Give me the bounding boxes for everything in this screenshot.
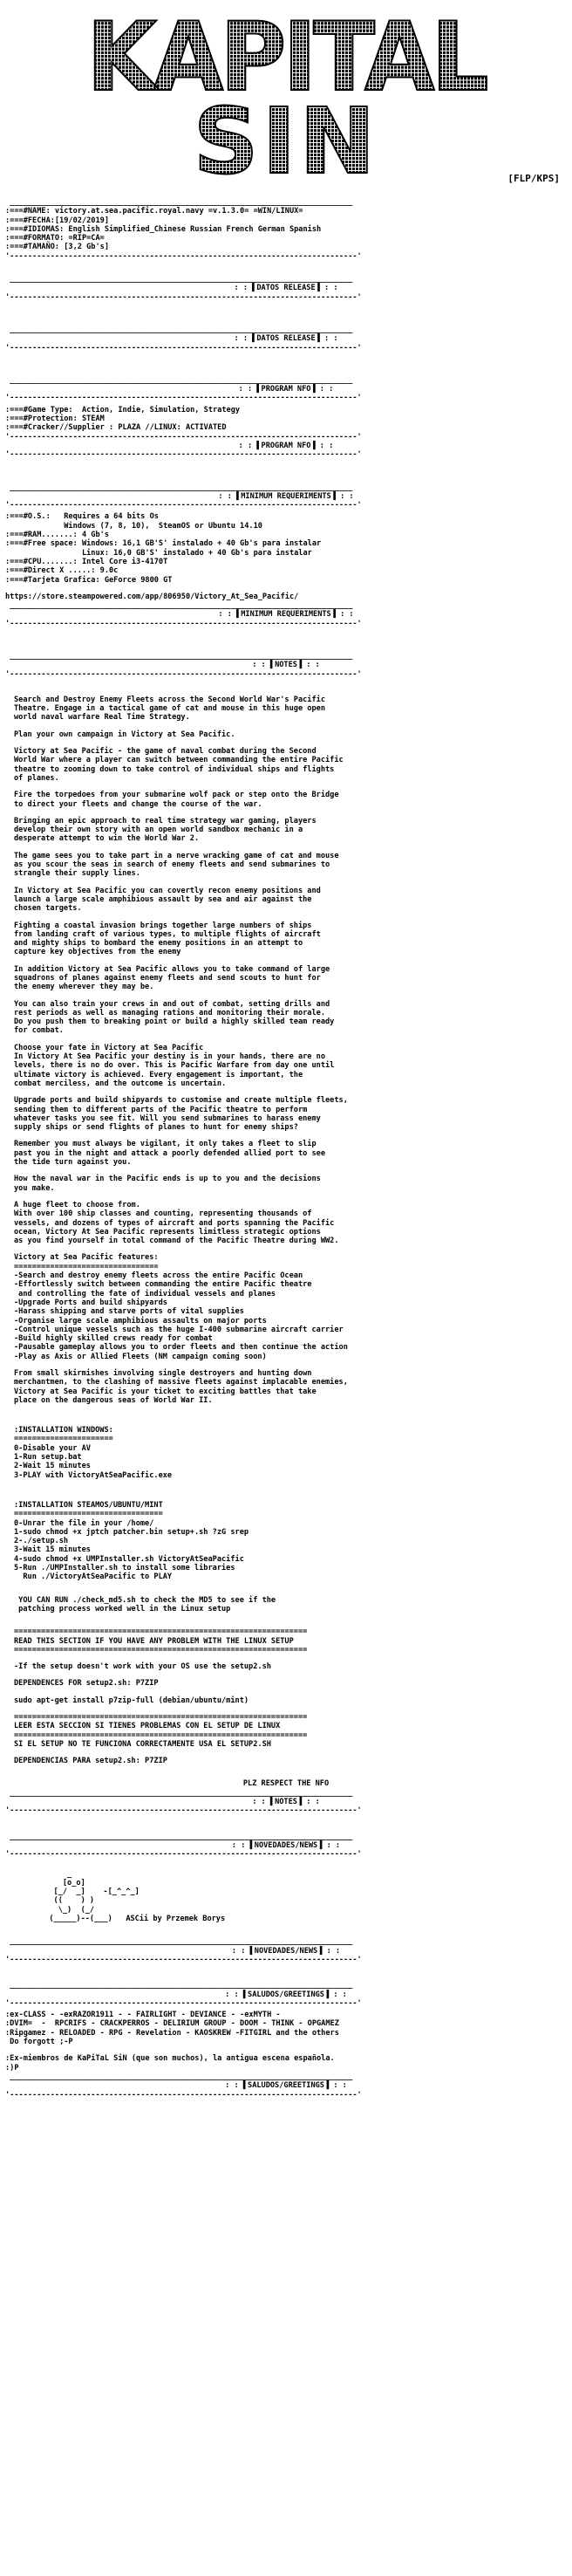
box-bottom: '-----------------------------------------------------------------------------' (5, 1850, 362, 1860)
greeting-spanish: :Ex-miembros de KaPiTaL SiN (que son muchos), la antigua escena española. (5, 2054, 335, 2064)
notes-paragraph: Fire the torpedoes from your submarine wolf pack or step onto the Bridge to direct your fleets and change the course of the war. (14, 791, 339, 809)
notes-paragraph: A huge fleet to choose from. With over 100 ship classes and counting, representing thousands of vessels, and dozens of types of aircraft and ports spanning the Pacific ocean, Victory At Sea Pacific represents limitless strategic options as you find yourself in total command of the Pacific Theatre during WW2. (14, 1200, 339, 1246)
group-tag: [FLP/KPS] (507, 173, 560, 184)
req-6: :===#Direct X .....: 9.0c (5, 566, 119, 576)
req-4: Linux: 16,0 GB'S' instalado + 40 Gb's para instalar (5, 548, 312, 558)
box-top: ____________________________________________________________________________ (5, 651, 353, 661)
store-url[interactable]: https://store.steampowered.com/app/806950/Victory_At_Sea_Pacific/ (5, 592, 299, 601)
box-bottom: '-----------------------------------------------------------------------------' (5, 292, 362, 302)
greeting-line: :DVIM= - RPCRIFS - CRACKPERROS - DELIRIUM GROUP - DOOM - THINK - OPGAMEZ (5, 2019, 339, 2029)
box-top: ____________________________________________________________________________ (5, 601, 353, 611)
logo (0, 0, 572, 188)
program-nfo-box (5, 376, 567, 403)
box-bottom: '-----------------------------------------------------------------------------' (5, 501, 362, 510)
box-top: ____________________________________________________________________________ (5, 375, 353, 385)
section-title-news: : : ▌NOVEDADES/NEWS▐ : : (231, 1840, 341, 1850)
section-title-program: : : ▌PROGRAM NFO▐ : : (238, 385, 334, 394)
datos-release-box-1 (5, 275, 567, 302)
install-windows-underline: ====================== (14, 1435, 113, 1444)
install-step: 3-Wait 15 minutes (14, 1545, 91, 1555)
spanish-help-line: DEPENDENCIAS PARA setup2.sh: P7ZIP (14, 1757, 167, 1766)
notes-paragraph: How the naval war in the Pacific ends is up to you and the decisions you make. (14, 1175, 321, 1193)
header-info-2: :===#IDIOMAS: English Simplified_Chinese Russian French German Spanish (5, 224, 322, 234)
linux-help-line: DEPENDENCES FOR setup2.sh: P7ZIP (14, 1679, 159, 1689)
notes-paragraph: Upgrade ports and build shipyards to customise and create multiple fleets, sending them to different parts of the Pacific theatre to perform whatever tasks you see fit. Will you send submarines to harass enemy supply ships or send flights of planes to hunt for enemy ships? (14, 1096, 348, 1133)
install-step: 0-Disable your AV (14, 1443, 91, 1453)
notes-paragraph: Victory at Sea Pacific - the game of naval combat during the Second World War where a player can switch between commanding the entire Pacific theatre to zooming down to take control of individual ships and flights of planes. (14, 747, 344, 783)
notes-box-2 (5, 1789, 567, 1816)
req-2: :===#RAM.......: 4 Gb's (5, 531, 109, 540)
install-step: 1-Run setup.bat (14, 1453, 82, 1463)
box-top: ____________________________________________________________________________ (5, 1981, 353, 1990)
notes-paragraph: In addition Victory at Sea Pacific allows you to take command of large squadrons of planes against enemy fleets and send scouts to hunt for the enemy wherever they may be. (14, 964, 330, 992)
req-3: :===#Free space: Windows: 16,1 GB'S' instalado + 40 Gb's para instalar (5, 539, 322, 549)
notes-paragraph: From small skirmishes involving single destroyers and hunting down merchantmen, to the clashing of massive fleets against implacable enemies, Victory at Sea Pacific is your ticket to exciting battles that take place on the dangerous seas of World War II. (14, 1368, 348, 1405)
greeting-line: Do forgott ;-P (5, 2038, 73, 2047)
program-nfo-box-2 (5, 442, 567, 460)
logo-line-1: KAPITAL (86, 2, 486, 113)
header-info-1: :===#FECHA:[19/02/2019] (5, 216, 109, 225)
notes-paragraph: Bringing an epic approach to real time strategy war gaming, players develop their own story with an open world sandbox mechanic in a desperate attempt to win the World War 2. (14, 816, 317, 844)
section-title-minreq: : : ▌MINIMUM REQUERIMENTS▐ : : (218, 491, 354, 501)
rule: ================================================================= (14, 1713, 308, 1722)
install-linux-underline: ================================= (14, 1510, 163, 1519)
header-info-0: :===#NAME: victory.at.sea.pacific.royal.navy =v.1.3.0= =WIN/LINUX= (5, 207, 303, 216)
section-title-greets-2: : : ▌SALUDOS/GREETINGS▐ : : (225, 2081, 347, 2091)
respect-nfo: PLZ RESPECT THE NFO (242, 1779, 330, 1789)
section-title-datos-1: : : ▌DATOS RELEASE▐ : : (234, 284, 338, 293)
install-linux (5, 1501, 567, 1613)
greetings-box (5, 1981, 567, 2008)
install-step: 0-Unrar the file in your /home/ (14, 1518, 154, 1528)
install-windows-title: :INSTALLATION WINDOWS: (14, 1426, 113, 1435)
req-5: :===#CPU.......: Intel Core i3-4170T (5, 557, 168, 566)
install-step: 2-Wait 15 minutes (14, 1462, 91, 1471)
install-step: Run ./VictoryAtSeaPacific to PLAY (14, 1572, 173, 1582)
notes-box (5, 652, 567, 679)
box-bottom: '-----------------------------------------------------------------------------' (5, 1806, 362, 1816)
linux-help-title: READ THIS SECTION IF YOU HAVE ANY PROBLEM WITH THE LINUX SETUP (14, 1636, 294, 1646)
req-0: :===#O.S.: Requires a 64 bits Os (5, 512, 159, 522)
news-box-2 (5, 1937, 567, 1964)
box-bottom: '-----------------------------------------------------------------------------' (5, 1998, 362, 2008)
notes-text (5, 695, 567, 1405)
box-top: ____________________________________________________________________________ (5, 1937, 353, 1947)
install-step: 3-PLAY with VictoryAtSeaPacific.exe (14, 1470, 173, 1480)
spanish-help-line: SI EL SETUP NO TE FUNCIONA CORRECTAMENTE USA EL SETUP2.SH (14, 1739, 271, 1749)
min-req-box (5, 483, 567, 510)
box-bottom: '-----------------------------------------------------------------------------' (5, 1955, 362, 1964)
box-bottom: '-----------------------------------------------------------------------------' (5, 619, 362, 628)
box-top: ____________________________________________________________________________ (5, 1832, 353, 1841)
datos-release-box-2 (5, 325, 567, 353)
install-step: 2-./setup.sh (14, 1537, 69, 1546)
smiley: :)P (5, 2063, 19, 2072)
rule: ================================================================= (14, 1627, 308, 1637)
notes-features: Victory at Sea Pacific features: ================================ -Search and destroy enemy fleets across the entire Pacific Ocean -Effortlessly switch between commanding the entire Pacific theatre and controlling the fate of individual vessels and planes -Upgrade Ports and build shipyards -Harass shipping and starve ports of vital supplies -Organise large scale amphibious assaults on major ports -Control unique vessels such as the huge I-400 submarine aircraft carrier -Build highly skilled crews ready for combat -Pausable gameplay allows you to order fleets and then continue the action -Play as Axis or Allied Fleets (NM campaign coming soon) (14, 1253, 348, 1361)
linux-help (5, 1627, 567, 1765)
box-top: ____________________________________________________________________________ (5, 325, 353, 334)
box-bottom: '-----------------------------------------------------------------------------' (5, 343, 362, 353)
header-info-3: :===#FORMATO: =RIP=CA= (5, 234, 105, 243)
rule: ================================================================= (14, 1645, 308, 1655)
ascii-credit: ASCii by Przemek Borys (126, 1915, 226, 1924)
notes-paragraph: Fighting a coastal invasion brings together large numbers of ships from landing craft of various types, to multiple flights of aircraft and mighty ships to bombard the enemy positions in an attempt to capture key objectives from the enemy (14, 921, 321, 957)
logo-graphic (0, 0, 572, 188)
install-step: 5-Run ./UMPInstaller.sh to install some libraries (14, 1564, 235, 1573)
notes-paragraph: Remember you must always be vigilant, it only takes a fleet to slip past you in the night and attack a poorly defended allied port to see the tide turn against you. (14, 1140, 325, 1168)
spanish-help-title: LEER ESTA SECCION SI TIENES PROBLEMAS CON EL SETUP DE LINUX (14, 1722, 281, 1731)
req-7: :===#Tarjeta Grafica: GeForce 9800 GT (5, 575, 173, 585)
ascii-art (5, 1870, 567, 1924)
linux-help-line: -If the setup doesn't work with your OS use the setup2.sh (14, 1662, 271, 1672)
box-bottom: '-----------------------------------------------------------------------------' (5, 2090, 362, 2100)
install-linux-title: :INSTALLATION STEAMOS/UBUNTU/MINT (14, 1500, 163, 1510)
box-bottom: '-----------------------------------------------------------------------------' (5, 394, 362, 403)
install-windows (5, 1426, 567, 1480)
program-info-0: :===#Game Type: Action, Indie, Simulation, Strategy (5, 405, 241, 414)
box-bottom: '-----------------------------------------------------------------------------' (5, 669, 362, 679)
section-title-news-2: : : ▌NOVEDADES/NEWS▐ : : (231, 1946, 341, 1956)
greetings-box-2 (5, 2072, 567, 2100)
section-title-minreq-2: : : ▌MINIMUM REQUERIMENTS▐ : : (218, 610, 354, 620)
notes-paragraph: You can also train your crews in and out of combat, setting drills and rest periods as well as managing rations and monitoring their morale. Do you push them to breaking point or build a highly skilled team ready for combat. (14, 999, 335, 1036)
box-top: ____________________________________________________________________________ (5, 483, 353, 492)
box-top: ____________________________________________________________________________ (5, 1788, 353, 1798)
linux-help-line: sudo apt-get install p7zip-full (debian/ubuntu/mint) (14, 1696, 249, 1705)
req-1: Windows (7, 8, 10), SteamOS or Ubuntu 14.10 (5, 521, 262, 531)
install-step: 1-sudo chmod +x jptch patcher.bin setup+.sh ?zG srep (14, 1527, 249, 1537)
greeting-line: :Ripgamez - RELOADED - RPG - Revelation - KAOSKREW -FITGIRL and the others (5, 2028, 339, 2038)
notes-paragraph: The game sees you to take part in a nerve wracking game of cat and mouse as you scour the seas in search of enemy fleets and send submarines to strangle their supply lines. (14, 851, 339, 879)
greeting-line: :ex-CLASS - -exRAZOR1911 - - FAIRLIGHT - DEVIANCE - -exMYTH - (5, 2011, 281, 2020)
section-title-greets: : : ▌SALUDOS/GREETINGS▐ : : (225, 1990, 347, 1999)
notes-paragraph: Plan your own campaign in Victory at Sea Pacific. (14, 730, 235, 739)
ascii-drawing: _ [o_o] [_/ _] -[_^_^_] (( ) ) \_) (_/ (_____)--(___) ASCii by Przemek Borys (49, 1869, 226, 1924)
box-top: ____________________________________________________________________________ (5, 275, 353, 284)
header-separator: ____________________________________________________________________________ (5, 198, 353, 207)
section-title-notes: : : ▌NOTES▐ : : (252, 661, 320, 670)
notes-paragraph: In Victory at Sea Pacific you can covertly recon enemy positions and launch a large scale amphibious assault by sea and air against the chosen targets. (14, 886, 321, 914)
program-bottom: '-----------------------------------------------------------------------------' (5, 432, 362, 442)
min-req-box-2 (5, 601, 567, 628)
section-title-program-2: : : ▌PROGRAM NFO▐ : : (238, 441, 334, 450)
box-bottom: '-----------------------------------------------------------------------------' (5, 450, 362, 460)
nfo-body (5, 190, 567, 2102)
program-info-1: :===#Protection: STEAM (5, 414, 105, 424)
rule: ================================================================= (14, 1730, 308, 1740)
news-box (5, 1833, 567, 1860)
program-info-2: :===#Cracker//Supplier : PLAZA //LINUX: ACTIVATED (5, 423, 227, 433)
section-title-datos-2: : : ▌DATOS RELEASE▐ : : (234, 334, 338, 344)
header-info-4: :===#TAMAÑO: [3,2 Gb's] (5, 243, 109, 252)
md5-note: YOU CAN RUN ./check_md5.sh to check the MD5 to see if the patching process worked well in the Linux setup (18, 1595, 276, 1613)
notes-paragraph: Choose your fate in Victory at Sea Pacific In Victory At Sea Pacific your destiny is in your hands, there are no levels, there is no do over. This is Pacific Warfare from day one until ultimate victory is achieved. Every engagement is important, the combat merciless, and the outcome is uncertain. (14, 1043, 335, 1088)
notes-paragraph: Search and Destroy Enemy Fleets across the Second World War's Pacific Theatre. Engage in a tactical game of cat and mouse in this huge open world naval warfare Real Time Strategy. (14, 695, 325, 723)
install-step: 4-sudo chmod +x UMPInstaller.sh VictoryAtSeaPacific (14, 1554, 244, 1564)
section-title-notes-2: : : ▌NOTES▐ : : (252, 1798, 320, 1807)
box-top: ____________________________________________________________________________ (5, 2072, 353, 2081)
logo-line-2: SIN (193, 88, 379, 188)
header-bottom: '-----------------------------------------------------------------------------' (5, 251, 362, 261)
